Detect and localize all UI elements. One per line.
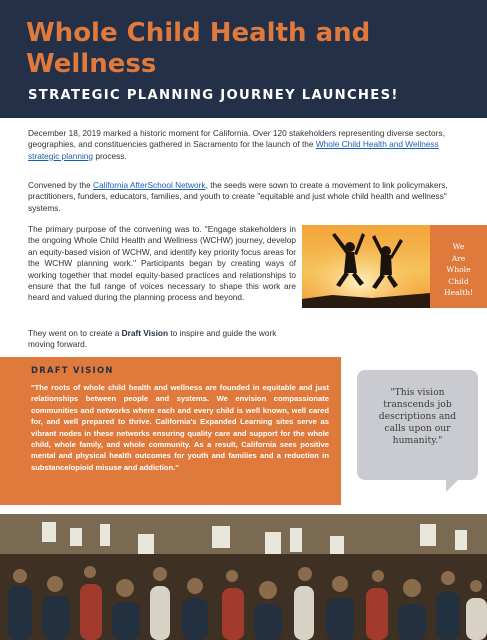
wchw-strategic-planning-link[interactable]: Whole Child Health and Wellness strategic planning	[28, 139, 439, 161]
tagline-line: Child	[448, 276, 469, 286]
page-subtitle: STRATEGIC PLANNING JOURNEY LAUNCHES!	[28, 88, 399, 103]
jumping-kids-photo	[302, 225, 430, 308]
header-banner	[0, 0, 487, 118]
draft-vision-heading: DRAFT VISION	[31, 365, 114, 375]
draft-vision-term: Draft Vision	[121, 328, 169, 338]
quote-bubble-tail	[446, 478, 460, 492]
intro-p2-text: Convened by the	[28, 180, 94, 190]
tagline-box	[430, 225, 487, 308]
intro-paragraph-2	[28, 180, 460, 214]
intro-p1-tail: process.	[93, 150, 127, 161]
quote-bubble	[357, 370, 478, 480]
california-afterschool-network-link[interactable]: California AfterSchool Network	[93, 180, 206, 190]
draft-vision-box	[0, 357, 341, 505]
intro-p2-tail: , the seeds were sown to create a movement to link policymakers, practitioners, funders, educators, families, and youth to create "equitable and just whole child health and wellness" systems.	[28, 180, 448, 213]
draft-vision-intro	[28, 328, 298, 351]
draft-intro-text: They went on to create a	[28, 328, 122, 338]
draft-vision-text: "The roots of whole child health and wellness are founded in equitable and just relationships between people and systems. We envision compassionate communities and networks where each and every child is well known, well cared for, and well prepared to thrive. California's Expanded Learning sites serve as vibrant nodes in these networks ensuring quality care and support for the whole child, whole family, and whole community. As a result, California sees positive mental and physical health outcomes for youth and families and a reduction in substance/opioid misuse and addiction."	[31, 383, 329, 472]
purpose-paragraph: The primary purpose of the convening was to. "Engage stakeholders in the ongoing Whole Child Health and Wellness (WCHW) journey, develop an equity-based vision of WCHW, and identify key priority focus areas for the WCHW planning work." Participants began by creating ways of working together that model equity-based practices and relationships to ensure that the full range of voices necessary to shape this work are heard and valued during the planning process and beyond.	[28, 224, 296, 303]
intro-p1-text: December 18, 2019 marked a historic moment for California. Over 120 stakeholders representing diverse sectors, geographies, and constituencies gathered in Sacramento for the launch of the	[28, 128, 445, 150]
tagline-line: Health!	[443, 288, 474, 297]
convening-photo	[0, 514, 487, 640]
tagline-line: Whole	[446, 265, 471, 274]
draft-intro-tail: to inspire and guide the work moving forward.	[28, 328, 277, 350]
tagline-line: We	[452, 242, 465, 251]
page-title: Whole Child Health and Wellness	[26, 18, 371, 79]
intro-paragraph-1	[28, 128, 460, 162]
quote-text: "This vision transcends job descriptions and calls upon our humanity."	[378, 387, 457, 446]
tagline-line: Are	[451, 253, 466, 263]
